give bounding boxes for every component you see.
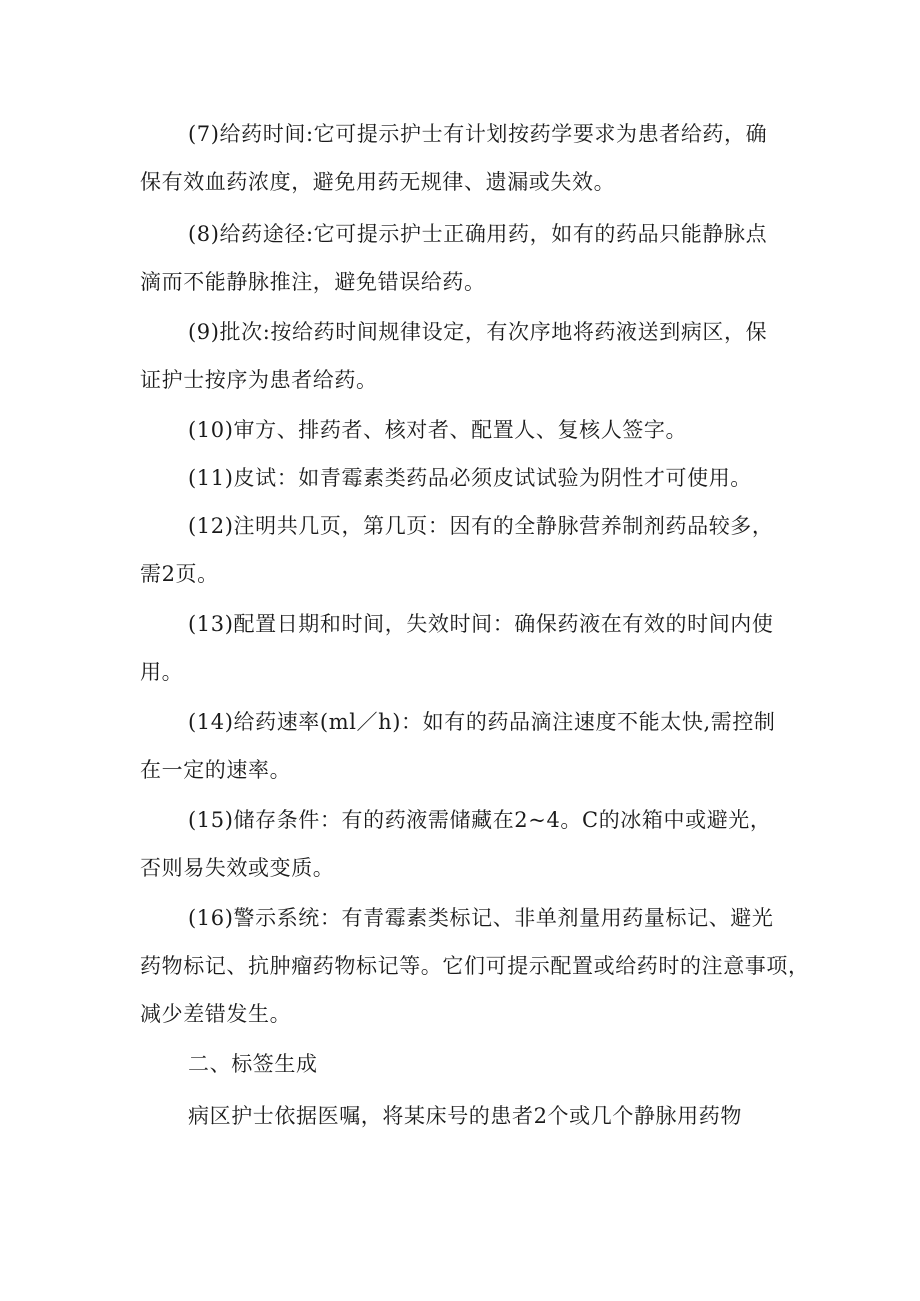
paragraph-item-7 <box>140 110 790 206</box>
paragraph-item-11 <box>140 454 790 502</box>
paragraph-line: (8)给药途径:它可提示护士正确用药，如有的药品只能静脉点 <box>188 222 768 246</box>
paragraph-line: (14)给药速率(ml／h)：如有的药品滴注速度不能太快,需控制 <box>188 710 776 734</box>
paragraph-line: (11)皮试：如青霉素类药品必须皮试试验为阴性才可使用。 <box>188 466 752 490</box>
paragraph-line: (12)注明共几页，第几页：因有的全静脉营养制剂药品较多， <box>188 514 774 538</box>
paragraph-line: 减少差错发生。 <box>140 1002 292 1026</box>
paragraph-line: 药物标记、抗肿瘤药物标记等。它们可提示配置或给药时的注意事项， <box>140 954 810 978</box>
paragraph-line: 需2页。 <box>140 562 219 586</box>
paragraph-line: 否则易失效或变质。 <box>140 856 335 880</box>
paragraph-item-9 <box>140 308 790 404</box>
paragraph-item-14 <box>140 698 790 794</box>
paragraph-item-10 <box>140 406 790 454</box>
paragraph-line: 保有效血药浓度，避免用药无规律、遗漏或失效。 <box>140 170 616 194</box>
paragraph-line: (16)警示系统：有青霉素类标记、非单剂量用药量标记、避光 <box>188 906 774 930</box>
paragraph-item-15 <box>140 796 790 892</box>
paragraph-line: 用。 <box>140 660 184 684</box>
paragraph-line: (15)储存条件：有的药液需储藏在2~4。C的冰箱中或避光， <box>188 808 772 832</box>
paragraph-line: 证护士按序为患者给药。 <box>140 368 378 392</box>
paragraph-item-16 <box>140 894 810 1038</box>
paragraph-item-8 <box>140 210 790 306</box>
paragraph-line: 在一定的速率。 <box>140 758 292 782</box>
paragraph-item-12 <box>140 502 790 598</box>
paragraph-item-13 <box>140 600 790 696</box>
paragraph-line: 病区护士依据医嘱，将某床号的患者2个或几个静脉用药物 <box>188 1104 742 1128</box>
section-heading: 二、标签生成 <box>188 1052 318 1076</box>
paragraph-line: (9)批次:按给药时间规律设定，有次序地将药液送到病区，保 <box>188 320 768 344</box>
paragraph-line: (10)审方、排药者、核对者、配置人、复核人签字。 <box>188 418 688 442</box>
paragraph-line: (7)给药时间:它可提示护士有计划按药学要求为患者给药，确 <box>188 122 768 146</box>
paragraph-final <box>140 1092 790 1140</box>
paragraph-line: (13)配置日期和时间，失效时间：确保药液在有效的时间内使 <box>188 612 774 636</box>
paragraph-line: 滴而不能静脉推注，避免错误给药。 <box>140 270 486 294</box>
